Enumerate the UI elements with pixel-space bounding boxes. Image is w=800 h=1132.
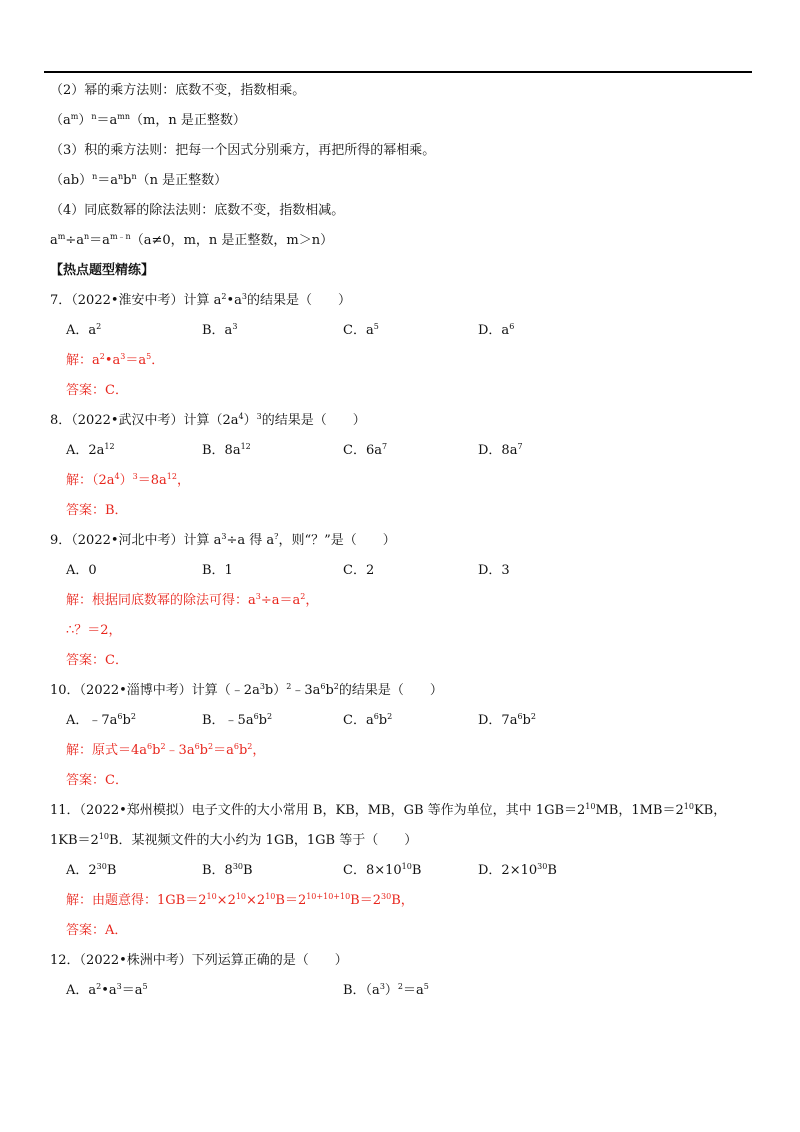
question-7: 7．（2022•淮安中考）计算 $a^2•a^3$的结果是（ ） — [50, 292, 352, 308]
question-8: 8．（2022•武汉中考）计算$(2a^4)^3$的结果是（ ） — [50, 412, 366, 428]
option-a: A．$2^{30}B$ — [66, 862, 117, 878]
option-b: B．$a^3$ — [202, 322, 238, 338]
question-10: 10．（2022•淄博中考）计算$(﹣2a^3b)^2﹣3a^6b^2$的结果是（ ） — [50, 682, 443, 698]
section-title: 【热点题型精练】 — [50, 263, 155, 278]
option-c: C．$a^5$ — [343, 322, 379, 338]
question-9-solution: 解：根据同底数幂的除法可得：$a^3\div a=a^2$， — [66, 592, 319, 608]
option-a: A．0 — [66, 563, 97, 578]
option-a: A．$2a^{12}$ — [66, 442, 115, 458]
option-d: D．3 — [478, 563, 510, 578]
question-7-options — [50, 316, 760, 346]
option-a: A．$a^2•a^3=a^5$ — [66, 982, 148, 998]
question-12: 12．（2022•株洲中考）下列运算正确的是（ ） — [50, 953, 348, 968]
question-10-solution: 解：原式$=4a^6b^2﹣3a^6b^2=a^6b^2$， — [66, 742, 266, 758]
rule-3-title: （3）积的乘方法则：把每一个因式分别乘方，再把所得的幂相乘。 — [50, 143, 436, 158]
question-9: 9．（2022•河北中考）计算 $a^3\div a$ 得 a?，则“？”是（ ） — [50, 532, 396, 548]
option-b: B．$8^{30}B$ — [202, 862, 253, 878]
rule-4-formula: $a^m\div a^n=a^{m﹣n}(a\ne 0$，m，n 是正整数，m＞n） — [50, 232, 334, 248]
option-c: C．2 — [343, 563, 375, 578]
question-7-solution: 解：$a^2•a^3=a^5$． — [66, 352, 165, 368]
option-b: B．$8a^{12}$ — [202, 442, 251, 458]
rule-2-title: （2）幂的乘方法则：底数不变，指数相乘。 — [50, 83, 306, 98]
option-c: C．$6a^7$ — [343, 442, 388, 458]
option-d: D．$2\times 10^{30}B$ — [478, 862, 557, 878]
option-b: B．$(a^3)^2=a^5$ — [343, 982, 429, 998]
question-12-options — [50, 976, 760, 1006]
header-rule — [44, 71, 752, 73]
question-11-solution: 解：由题意得：$1GB=2^{10}\times 2^{10}\times 2^{10}B=2^{10+10+10}B=2^{30}B$， — [66, 892, 414, 908]
option-a: A．$﹣7a^6b^2$ — [66, 712, 136, 728]
question-11-answer: 答案：A． — [66, 923, 128, 938]
question-11-line-2: $1KB=2^{10}B$．某视频文件的大小约为 1GB，1GB 等于（ ） — [50, 832, 418, 848]
question-9-solution-2: ∴？＝2， — [66, 623, 122, 638]
question-8-options — [50, 436, 760, 466]
question-8-solution: 解：$(2a^4)^3=8a^{12}$， — [66, 472, 190, 488]
question-9-answer: 答案：C． — [66, 653, 128, 668]
option-b: B．1 — [202, 563, 233, 578]
rule-3-formula: $(ab)^n=a^nb^n(n$ 是正整数） — [50, 172, 228, 188]
document-body — [50, 76, 760, 1006]
question-11-options — [50, 856, 760, 886]
option-d: D．$a^6$ — [478, 322, 515, 338]
rule-4-title: （4）同底数幂的除法法则：底数不变，指数相减。 — [50, 203, 345, 218]
option-d: D．$8a^7$ — [478, 442, 523, 458]
question-9-options — [50, 556, 760, 586]
rule-2-formula: $(a^m)^n=a^{mn}(m$，n 是正整数） — [50, 112, 246, 128]
question-10-answer: 答案：C． — [66, 773, 128, 788]
question-8-answer: 答案：B． — [66, 503, 128, 518]
option-b: B．$﹣5a^6b^2$ — [202, 712, 273, 728]
question-11-line-1: 11．（2022•郑州模拟）电子文件的大小常用 B，KB，MB，GB 等作为单位，其中 $1GB=2^{10}MB$，$1MB=2^{10}KB$， — [50, 802, 727, 818]
option-c: C．$a^6b^2$ — [343, 712, 393, 728]
option-c: C．$8\times 10^{10}B$ — [343, 862, 422, 878]
option-a: A．$a^2$ — [66, 322, 102, 338]
question-7-answer: 答案：C． — [66, 383, 128, 398]
question-10-options — [50, 706, 760, 736]
option-d: D．$7a^6b^2$ — [478, 712, 536, 728]
